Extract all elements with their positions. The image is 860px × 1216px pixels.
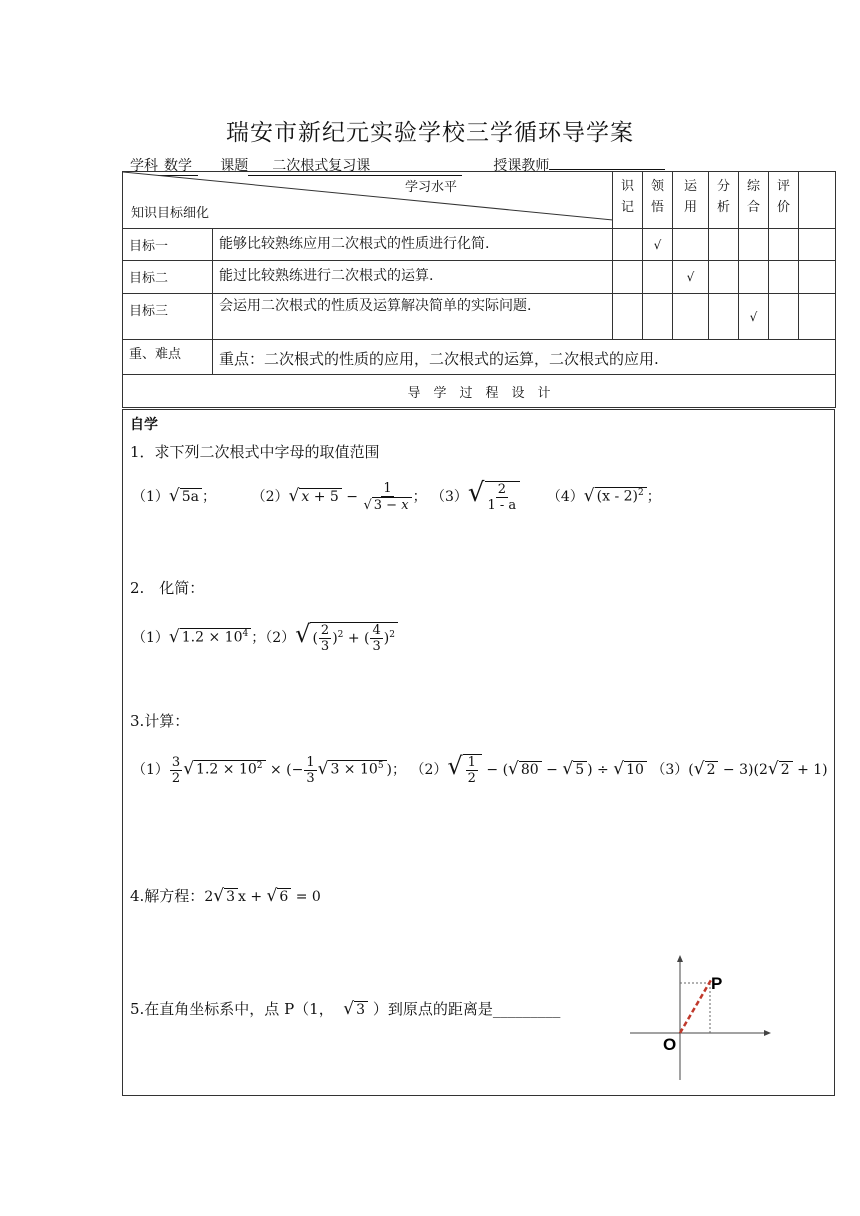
question-1: 1．求下列二次根式中字母的取值范围 <box>130 443 380 461</box>
teacher-blank <box>549 154 665 170</box>
process-title: 导 学 过 程 设 计 <box>123 375 836 408</box>
objective-row <box>123 294 836 340</box>
point-p-label: P <box>711 974 723 993</box>
self-study-heading: 自学 <box>130 417 158 433</box>
question-4-label: 4.解方程： <box>130 887 205 905</box>
diag-top-label: 学习水平 <box>405 180 458 195</box>
question-3-items: （1） $\frac{3}{2}$ √ $1.2 \times 10^2$ × (− $\frac{1}{3}$ √ $3 \times 10^5$ )； （2）√ $\frac{1}{2}$ − (√ 80 − √ 5 ) ÷ √ 10 （3）(√ 2 − 3)(2√ 2 + 1) <box>132 752 828 786</box>
topic-value: 二次根式复习课 <box>248 155 462 176</box>
question-2-items: （1）√ $1.2 \times 10^4$ ；（2）√ ( $\frac{2}{3}$ )$^2$ + ( $\frac{4}{3}$ )$^2$ <box>132 620 398 654</box>
level-header: 评 价 <box>769 172 799 229</box>
objective-text: 能过比较熟练进行二次根式的运算. <box>213 261 613 294</box>
question-5-prefix: 5.在直角坐标系中，点 P（1， <box>130 1000 334 1018</box>
objectives-table <box>122 171 836 408</box>
objective-row <box>123 229 836 261</box>
objective-label: 目标二 <box>123 261 213 294</box>
x-axis-arrow <box>764 1030 771 1036</box>
check-mark: √ <box>673 261 709 294</box>
segment-op <box>680 980 711 1033</box>
subject-label: 学科 <box>130 158 158 174</box>
subject-value: 数学 <box>158 155 198 176</box>
key-points-label: 重、难点 <box>123 340 213 375</box>
origin-label: O <box>663 1035 677 1054</box>
question-4: 4.解方程：2√ 3 x + √ 6 = 0 <box>130 886 321 906</box>
teacher-label: 授课教师 <box>493 158 550 174</box>
level-header: 运 用 <box>673 172 709 229</box>
question-3: 3.计算： <box>130 712 190 730</box>
question-1-items: （1）√ 5a ； （2）√ x + 5 − $\frac{1}{√ 3 - x}$ ； （3）√ $\frac{2}{1 - a}$ （4）√ (x - 2)$^2$ ； <box>132 478 661 513</box>
diag-bottom-label: 知识目标细化 <box>131 206 210 221</box>
coordinate-graph <box>625 955 775 1083</box>
objective-row <box>123 261 836 294</box>
level-header: 综 合 <box>739 172 769 229</box>
key-points-text: 重点：二次根式的性质的应用，二次根式的运算，二次根式的应用. <box>213 340 836 375</box>
level-header: 识 记 <box>613 172 643 229</box>
level-header: 分 析 <box>709 172 739 229</box>
y-axis-arrow <box>677 955 683 962</box>
objective-label: 目标一 <box>123 229 213 261</box>
check-mark: √ <box>643 229 673 261</box>
process-title-row <box>123 375 836 408</box>
objective-text: 会运用二次根式的性质及运算解决简单的实际问题. <box>213 294 613 340</box>
level-header: 领 悟 <box>643 172 673 229</box>
check-mark: √ <box>739 294 769 340</box>
key-points-row <box>123 340 836 375</box>
empty-header-cell <box>799 172 836 229</box>
objective-text: 能够比较熟练应用二次根式的性质进行化简. <box>213 229 613 261</box>
diagonal-header-cell <box>123 172 613 229</box>
question-2: 2. 化简： <box>130 579 205 597</box>
question-5: 5.在直角坐标系中，点 P（1， √ 3 ）到原点的距离是_________ <box>130 999 561 1019</box>
objective-label: 目标三 <box>123 294 213 340</box>
topic-label: 课题 <box>220 158 249 174</box>
page-title: 瑞安市新纪元实验学校三学循环导学案 <box>226 120 634 146</box>
question-5-suffix: ）到原点的距离是_________ <box>372 1000 561 1018</box>
